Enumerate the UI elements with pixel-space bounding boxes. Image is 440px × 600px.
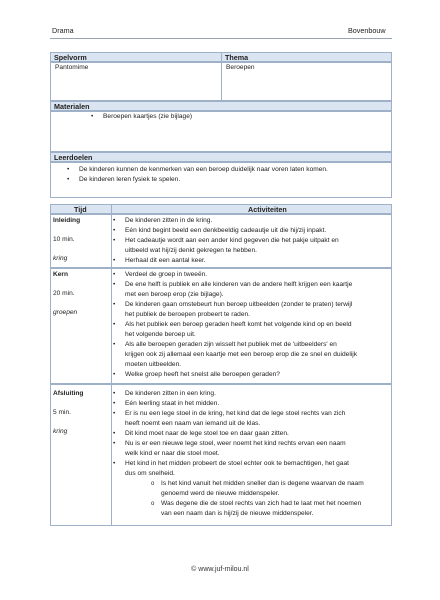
schedule-header	[50, 204, 392, 214]
schedule-row-afsluiting	[50, 384, 392, 526]
activity-item: • Het kind in het midden probeert de stoel echter ook te bemachtigen, het gaat dus om snelheid.	[125, 459, 349, 479]
column-divider	[221, 63, 222, 100]
phase-form: groepen	[53, 309, 78, 316]
leerdoelen-header	[50, 152, 392, 162]
column-divider	[111, 215, 112, 267]
phase-form: kring	[53, 428, 68, 435]
header-divider	[50, 38, 392, 39]
activity-item: • Eén leerling staat in het midden.	[125, 399, 219, 409]
leerdoelen-label: Leerdoelen	[54, 153, 93, 162]
phase-form: kring	[53, 255, 68, 262]
materialen-header	[50, 101, 392, 111]
activity-item: • Het cadeautje wordt aan een ander kind gegeven die het pakje uitpakt en uitbeeld wat hij/zij denkt gekregen te hebben.	[125, 236, 339, 256]
activity-item: • Als alle beroepen geraden zijn wisselt het publiek met de 'uitbeelders' en krijgen ook zij allemaal een kaartje met een beroep erop die ze snel en duidelijk moeten uitbeelden.	[125, 340, 357, 370]
spelvorm-thema-header	[50, 52, 392, 62]
activity-item: • De kinderen zitten in een kring.	[125, 389, 216, 399]
leerdoelen-item: • De kinderen kunnen de kenmerken van een beroep duidelijk naar voren laten komen.	[79, 165, 328, 175]
activity-item: • Herhaal dit een aantal keer.	[125, 256, 206, 266]
activity-item: • Eén kind begint beeld een denkbeeldig cadeautje uit die hij/zij inpakt.	[125, 226, 326, 236]
leerdoelen-item: • De kinderen leren fysiek te spelen.	[79, 175, 180, 185]
activity-item: • De kinderen zitten in de kring.	[125, 216, 212, 226]
column-divider	[111, 269, 112, 383]
phase-label: Inleiding	[53, 217, 81, 224]
activity-item: • Er is nu een lege stoel in de kring, het kind dat de lege stoel rechts van zich heeft noemt een naam van iemand uit de klas.	[125, 409, 345, 429]
phase-label: Kern	[53, 271, 69, 278]
materialen-item: • Beroepen kaartjes (zie bijlage)	[103, 112, 192, 122]
document-subject: Drama	[52, 26, 74, 35]
spelvorm-thema-values	[50, 62, 392, 101]
activity-item: • Dit kind moet naar de lege stoel toe en daar gaan zitten.	[125, 429, 289, 439]
leerdoelen-content	[50, 162, 392, 198]
spelvorm-label: Spelvorm	[54, 53, 87, 62]
phase-duration: 10 min.	[53, 236, 75, 243]
footer-copyright: © www.juf-milou.nl	[191, 566, 249, 573]
schedule-row-inleiding	[50, 214, 392, 268]
activiteiten-label: Activiteiten	[248, 205, 287, 214]
activity-item: • Nu is er een nieuwe lege stoel, weer noemt het kind rechts ervan een naam welk kind er naar die stoel moet.	[125, 439, 346, 459]
activity-item: • Welke groep heeft het snelst alle beroepen geraden?	[125, 370, 280, 380]
activity-sub-item: o Was degene die de stoel rechts van zich had te laat met het noemen van een naam dan is hij/zij de nieuwe middenspeler.	[161, 499, 361, 519]
activity-sub-item: o Is het kind vanuit het midden sneller dan is degene waarvan de naam genoemd werd de nieuwe middenspeler.	[161, 479, 364, 499]
schedule-row-kern	[50, 268, 392, 384]
phase-duration: 5 min.	[53, 409, 71, 416]
column-divider	[111, 205, 112, 213]
thema-value: Beroepen	[226, 64, 255, 71]
activity-item: • De kinderen gaan omstebeurt hun beroep uitbeelden (zonder te praten) terwijl het publiek de beroepen probeert te raden.	[125, 300, 352, 320]
spelvorm-value: Pantomime	[55, 64, 89, 71]
activity-item: • Als het publiek een beroep geraden heeft komt het volgende kind op en beeld het volgende beroep uit.	[125, 320, 352, 340]
thema-label: Thema	[225, 53, 249, 62]
materialen-label: Materialen	[54, 102, 90, 111]
tijd-label: Tijd	[74, 205, 87, 214]
document-level: Bovenbouw	[348, 26, 386, 35]
materialen-content	[50, 111, 392, 152]
phase-duration: 20 min.	[53, 290, 75, 297]
phase-label: Afsluiting	[53, 390, 84, 397]
activity-item: • De ene helft is publiek en alle kinderen van de andere helft krijgen een kaartje met een beroep erop (zie bijlage).	[125, 280, 352, 300]
activity-item: • Verdeel de groep in tweeën.	[125, 270, 207, 280]
column-divider	[111, 385, 112, 525]
